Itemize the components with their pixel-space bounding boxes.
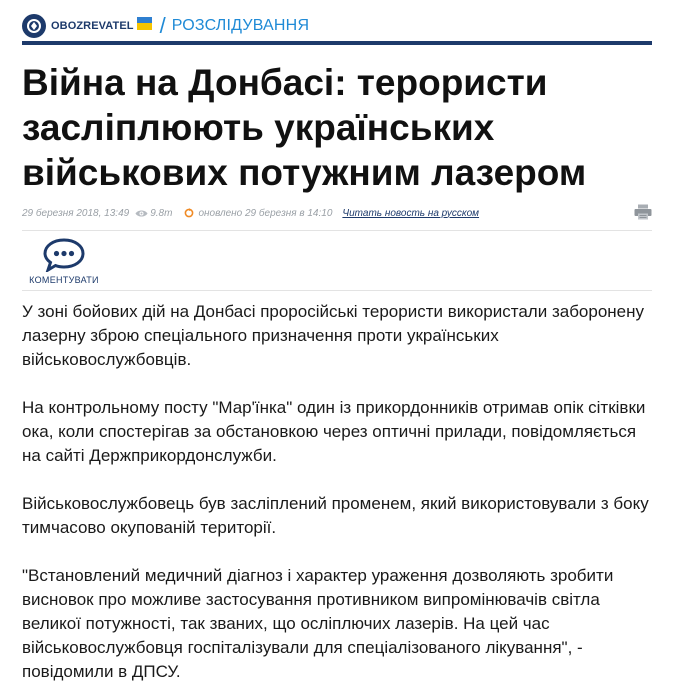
speech-bubble-icon	[43, 238, 85, 272]
article-body	[22, 300, 652, 694]
site-header	[22, 11, 652, 45]
obozrevatel-logo-icon	[22, 14, 46, 38]
article-paragraph: У зоні бойових дій на Донбасі проросійські терористи використали заборонену лазерну зброю спеціального призначення проти українських військовослужбовців.	[22, 302, 645, 369]
publish-date: 29 березня 2018, 13:49	[22, 207, 130, 219]
article-paragraph: На контрольному посту "Мар'їнка" один із прикордонників отримав опік сітківки ока, коли спостерігав за обстановкою через оптичні прилади, повідомляється на сайті Держприкордонслужби.	[22, 398, 646, 465]
comments-button[interactable]	[22, 238, 106, 285]
comments-label: КОМЕНТУВАТИ	[29, 275, 99, 285]
logo-text: OBOZREVATEL	[51, 20, 134, 32]
eye-icon	[135, 209, 148, 218]
read-in-russian-link[interactable]: Читать новость на русском	[342, 207, 480, 219]
views-count-wrap	[135, 208, 172, 219]
printer-icon[interactable]	[634, 204, 652, 223]
article-meta	[22, 202, 652, 224]
section-link-investigations[interactable]: РОЗСЛІДУВАННЯ	[171, 17, 310, 34]
breadcrumb-separator: /	[159, 13, 166, 38]
views-count: 9.8т	[150, 207, 173, 219]
refresh-icon	[184, 208, 194, 218]
article-paragraph: Військовослужбовець був засліплений променем, який використовували з боку тимчасово окупованій території.	[22, 494, 649, 537]
comments-divider	[22, 290, 652, 291]
article-paragraph: "Встановлений медичний діагноз і характер ураження дозволяють зробити висновок про можливе застосування противником випромінювачів світла великої потужності, так званих, що осліплючих лазерів. На цей час військовослужбовця госпіталізували для спеціалізованого лікування", - повідомили в ДПСУ.	[22, 566, 614, 681]
ukraine-flag-icon	[137, 17, 152, 30]
meta-divider	[22, 230, 652, 231]
updated-wrap	[184, 208, 332, 219]
updated-date: оновлено 29 березня в 14:10	[198, 207, 333, 219]
article-title: Війна на Донбасі: терористи засліплюють українських військових потужним лазером	[22, 62, 587, 193]
site-logo[interactable]	[22, 14, 152, 38]
